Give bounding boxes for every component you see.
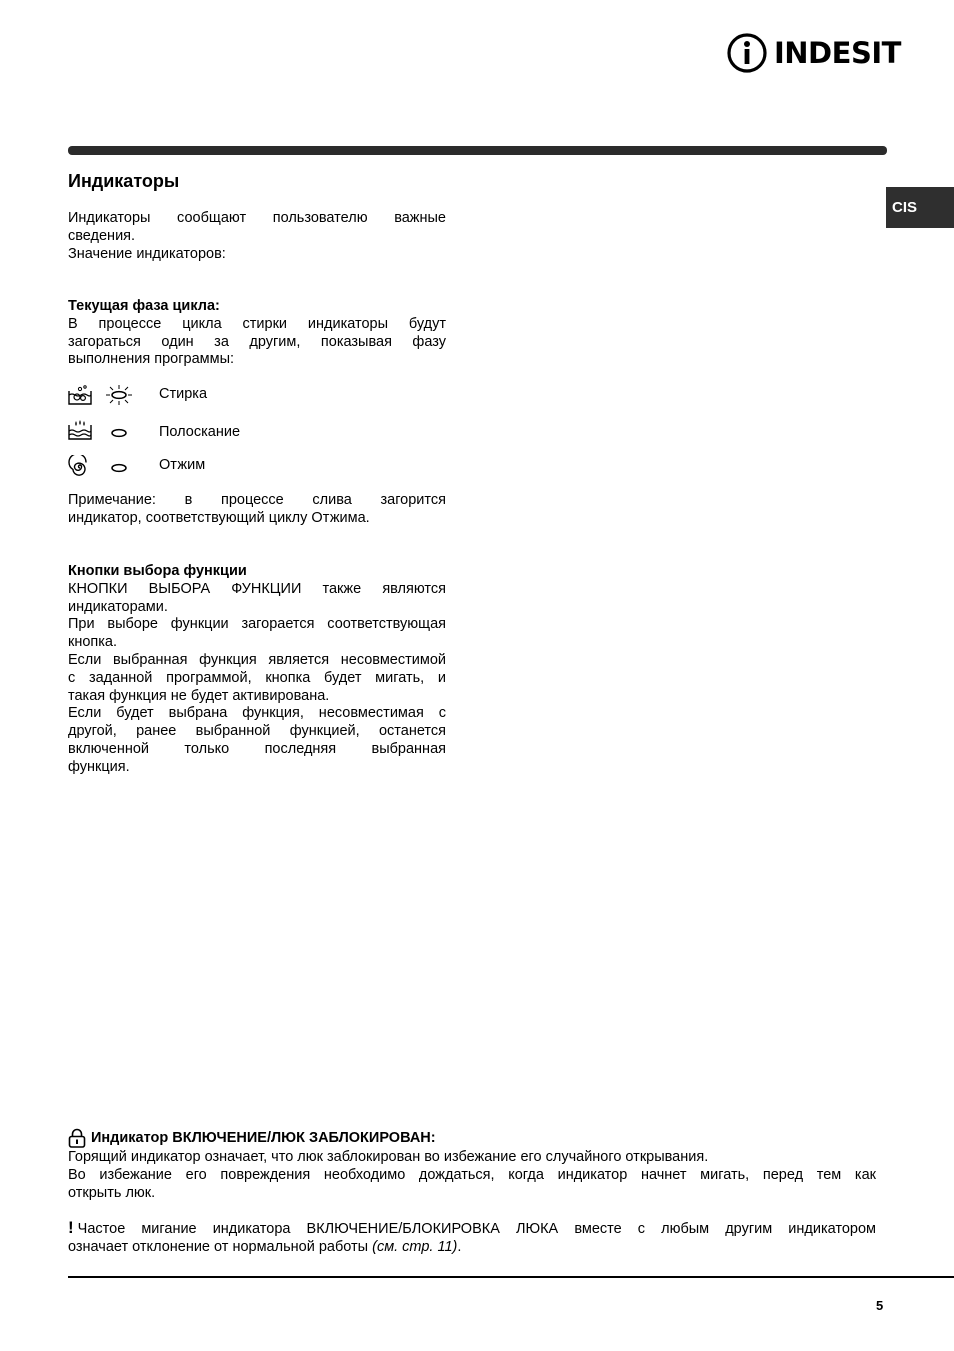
function-buttons-heading: Кнопки выбора функции [68, 563, 247, 579]
warning-text-2: означает отклонение от нормальной работы [68, 1238, 373, 1255]
cycle-phase-line: выполнения программы: [68, 351, 235, 368]
function-buttons-line: кнопка. [68, 634, 118, 651]
phase-note-line: Примечание: в процессе слива загорится [68, 492, 446, 508]
warning-line-2 [68, 1239, 876, 1257]
rinse-tub-icon [68, 419, 92, 443]
phase-note [68, 492, 446, 528]
function-buttons-section [68, 563, 446, 777]
function-buttons-line: другой, ранее выбранной функцией, останется [68, 723, 446, 740]
cycle-phase-line: загораться один за другим, показывая фазу [68, 333, 446, 350]
phase-label: Отжим [159, 457, 206, 473]
intro-line: Значение индикаторов: [68, 245, 226, 262]
wash-tub-icon [68, 383, 92, 407]
function-buttons-line: такая функция не будет активирована. [68, 687, 330, 704]
warning-paragraph [68, 1219, 876, 1257]
page-reference: (см. стр. 11) [372, 1238, 458, 1255]
intro-line: сведения. [68, 227, 136, 244]
page-title: Индикаторы [68, 171, 180, 191]
cycle-phase-heading: Текущая фаза цикла: [68, 298, 220, 314]
spin-spiral-icon [68, 455, 92, 479]
door-lock-line: Горящий индикатор означает, что люк заблокирован во избежание его случайного открывания. [68, 1149, 709, 1165]
warning-text-1: Частое мигание индикатора ВКЛЮЧЕНИЕ/БЛОКИРОВКА ЛЮКА вместе с любым другим индикатором [77, 1221, 876, 1237]
phase-label: Полоскание [159, 424, 241, 440]
led-off-icon [104, 419, 136, 443]
cycle-phase-section [68, 298, 446, 369]
function-buttons-line: Если выбранная функция является несовместимой [68, 651, 446, 668]
indesit-logo-icon [726, 32, 768, 74]
phase-label: Стирка [159, 386, 208, 402]
warning-mark: ! [68, 1218, 74, 1237]
intro-line: Индикаторы сообщают пользователю важные [68, 210, 446, 226]
cycle-phase-line: В процессе цикла стирки индикаторы будут [68, 315, 446, 332]
door-lock-line: открыть люк. [68, 1184, 156, 1201]
intro-paragraph [68, 210, 446, 263]
page-number: 5 [876, 1298, 884, 1313]
door-lock-heading: Индикатор ВКЛЮЧЕНИЕ/ЛЮК ЗАБЛОКИРОВАН: [91, 1130, 436, 1146]
door-lock-heading-row [68, 1128, 436, 1148]
function-buttons-line: Если будет выбрана функция, несовместимая с [68, 705, 446, 722]
brand-logo [726, 32, 901, 74]
door-lock-paragraph [68, 1149, 876, 1202]
footer-divider [68, 1276, 954, 1278]
led-lit-icon [104, 383, 136, 407]
function-buttons-line: КНОПКИ ВЫБОРА ФУНКЦИИ также являются [68, 580, 446, 597]
phase-row-wash [68, 383, 208, 407]
door-lock-line: Во избежание его повреждения необходимо дождаться, когда индикатор начнет мигать, перед тем как [68, 1166, 876, 1183]
led-off-icon [104, 455, 136, 479]
header-divider [68, 146, 887, 155]
function-buttons-line: индикаторами. [68, 598, 168, 615]
function-buttons-line: При выборе функции загорается соответствующая [68, 616, 446, 633]
phase-row-spin [68, 455, 206, 479]
phase-row-rinse [68, 419, 241, 443]
language-tab: CIS [886, 187, 954, 228]
warning-line-1 [68, 1219, 876, 1239]
brand-name: INDESIT [774, 35, 901, 70]
warning-text-end: . [457, 1238, 462, 1255]
function-buttons-line: с заданной программой, кнопка будет мигать, и [68, 669, 446, 686]
phase-note-line: индикатор, соответствующий циклу Отжима. [68, 509, 370, 526]
padlock-icon [68, 1128, 86, 1148]
function-buttons-line: включенной только последняя выбранная [68, 740, 446, 757]
function-buttons-line: функция. [68, 758, 130, 775]
